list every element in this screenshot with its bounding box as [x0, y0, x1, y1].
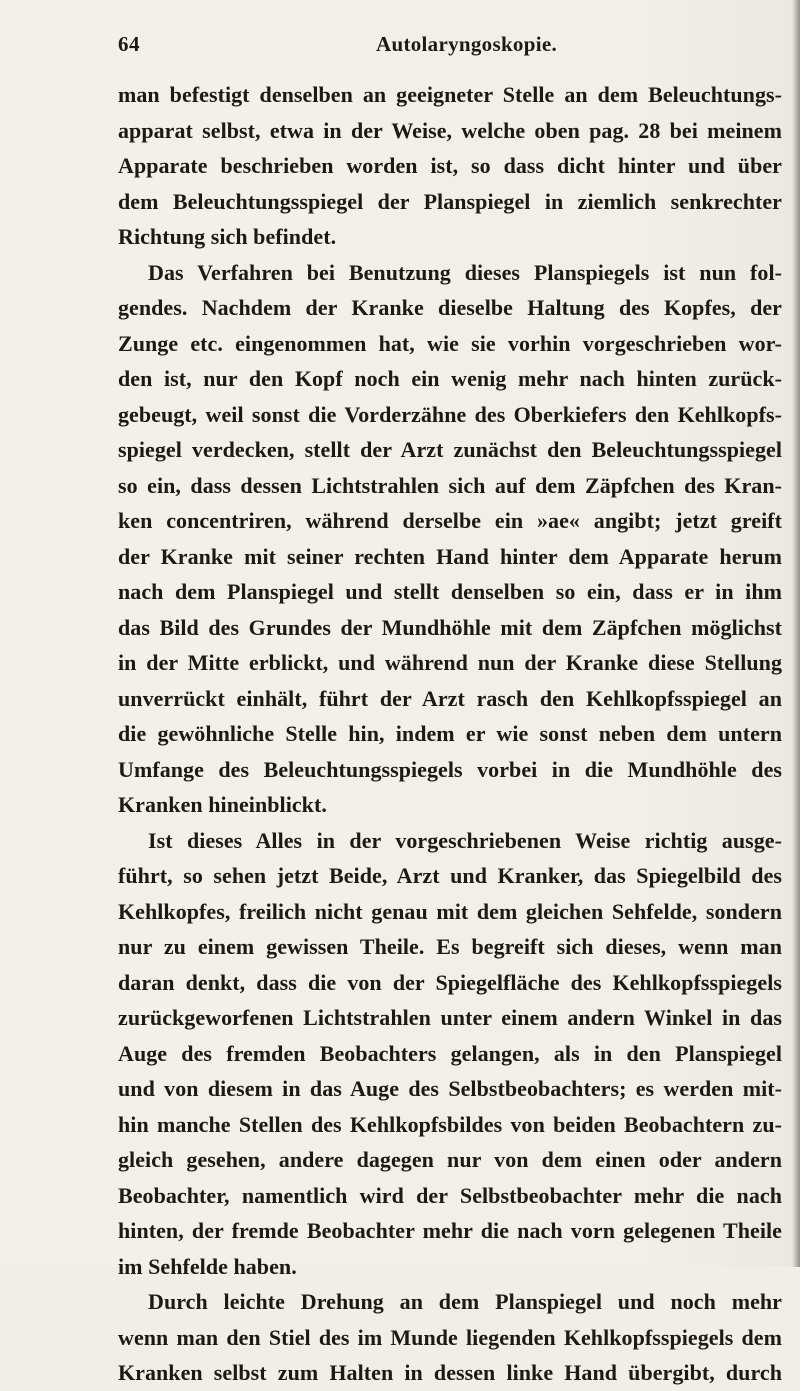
- text-line: der Kranke mit seiner rechten Hand hinter dem Apparate herum: [118, 543, 782, 569]
- text-line: Beobachter, namentlich wird der Selbstbeobachter mehr die nach: [118, 1182, 782, 1208]
- text-line: gebeugt, weil sonst die Vorderzähne des Oberkiefers den Kehlkopfs-: [118, 401, 782, 427]
- text-line: apparat selbst, etwa in der Weise, welche oben pag. 28 bei meinem: [118, 117, 782, 143]
- body-text: [118, 77, 782, 1391]
- text-line: den ist, nur den Kopf noch ein wenig mehr nach hinten zurück-: [118, 366, 782, 391]
- text-line: spiegel verdecken, stellt der Arzt zunächst den Beleuchtungsspiegel: [118, 437, 782, 462]
- text-line: das Bild des Grundes der Mundhöhle mit dem Zäpfchen möglichst: [118, 614, 782, 640]
- text-line: Apparate beschrieben worden ist, so dass dicht hinter und über: [118, 153, 782, 178]
- text-line: Kehlkopfes, freilich nicht genau mit dem gleichen Sehfelde, sondern: [118, 898, 782, 924]
- text-line: Umfange des Beleuchtungsspiegels vorbei in die Mundhöhle des: [118, 756, 782, 782]
- text-line: nur zu einem gewissen Theile. Es begreift sich dieses, wenn man: [118, 934, 782, 959]
- page-number: 64: [118, 32, 140, 56]
- text-line: ken concentriren, während derselbe ein »ae« angibt; jetzt greift: [118, 508, 782, 533]
- page-header: [118, 32, 782, 62]
- text-line: im Sehfelde haben.: [118, 1253, 297, 1279]
- text-line: führt, so sehen jetzt Beide, Arzt und Kranker, das Spiegelbild des: [118, 863, 782, 888]
- text-line: Zunge etc. eingenommen hat, wie sie vorhin vorgeschrieben wor-: [118, 330, 782, 356]
- text-line: gendes. Nachdem der Kranke dieselbe Haltung des Kopfes, der: [118, 295, 782, 320]
- text-line: Auge des fremden Beobachters gelangen, als in den Planspiegel: [118, 1040, 782, 1066]
- text-line: unverrückt einhält, führt der Arzt rasch den Kehlkopfsspiegel an: [118, 685, 782, 711]
- page-edge-shadow: [792, 0, 800, 1267]
- text-line: Durch leichte Drehung an dem Planspiegel und noch mehr: [148, 1289, 782, 1314]
- text-line: in der Mitte erblickt, und während nun der Kranke diese Stellung: [118, 650, 782, 675]
- text-line: zurückgeworfenen Lichtstrahlen unter einem andern Winkel in das: [118, 1005, 782, 1030]
- text-line: Ist dieses Alles in der vorgeschriebenen Weise richtig ausge-: [148, 827, 782, 853]
- text-line: hinten, der fremde Beobachter mehr die nach vorn gelegenen Theile: [118, 1218, 782, 1243]
- text-line: so ein, dass dessen Lichtstrahlen sich auf dem Zäpfchen des Kran-: [118, 472, 782, 498]
- text-line: man befestigt denselben an geeigneter Stelle an dem Beleuchtungs-: [118, 82, 782, 107]
- text-line: nach dem Planspiegel und stellt denselben so ein, dass er in ihm: [118, 579, 782, 604]
- text-line: Kranken selbst zum Halten in dessen linke Hand übergibt, durch: [118, 1360, 782, 1385]
- text-line: wenn man den Stiel des im Munde liegenden Kehlkopfsspiegels dem: [118, 1324, 782, 1350]
- text-line: hin manche Stellen des Kehlkopfsbildes von beiden Beobachtern zu-: [118, 1111, 782, 1137]
- text-line: und von diesem in das Auge des Selbstbeobachters; es werden mit-: [118, 1076, 782, 1101]
- text-line: dem Beleuchtungsspiegel der Planspiegel in ziemlich senkrechter: [118, 188, 782, 214]
- text-line: daran denkt, dass die von der Spiegelfläche des Kehlkopfsspiegels: [118, 969, 782, 995]
- text-line: Das Verfahren bei Benutzung dieses Planspiegels ist nun fol-: [148, 259, 782, 285]
- running-title: Autolaryngoskopie.: [376, 32, 558, 56]
- text-line: Kranken hineinblickt.: [118, 792, 327, 817]
- text-line: gleich gesehen, andere dagegen nur von dem einen oder andern: [118, 1147, 782, 1172]
- text-line: Richtung sich befindet.: [118, 224, 337, 249]
- text-line: die gewöhnliche Stelle hin, indem er wie sonst neben dem untern: [118, 721, 782, 746]
